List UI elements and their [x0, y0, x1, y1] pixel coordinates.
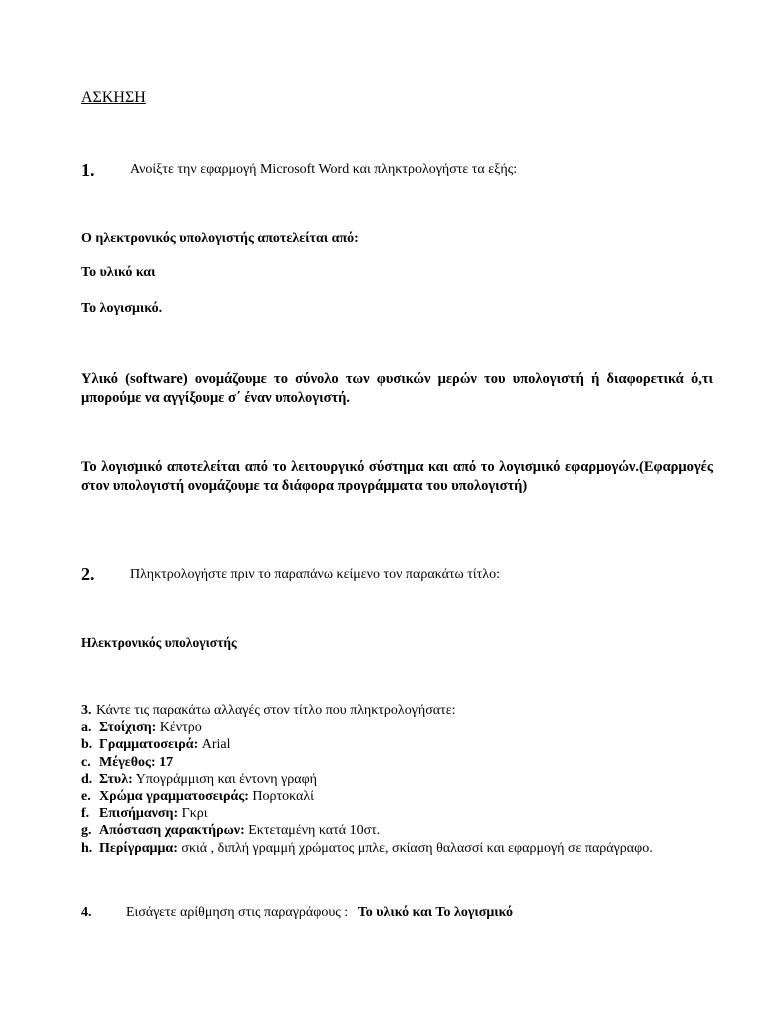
- list-label: Μέγεθος:: [99, 754, 156, 770]
- q3-instruction: Κάντε τις παρακάτω αλλαγές στον τίτλο που πληκτρολογήσατε:: [96, 703, 456, 718]
- list-label: Στυλ:: [99, 771, 133, 787]
- list-letter: e.: [81, 789, 91, 805]
- q1-number: 1.: [81, 160, 95, 180]
- list-item: [81, 788, 653, 805]
- page-title: ΑΣΚΗΣΗ: [81, 89, 146, 106]
- q3-block: [81, 702, 653, 857]
- list-letter: g.: [81, 823, 92, 839]
- example-heading: Ηλεκτρονικός υπολογιστής: [81, 635, 237, 650]
- q3-header: [81, 702, 653, 719]
- list-value: Πορτοκαλί: [248, 789, 314, 805]
- list-item: [81, 771, 653, 788]
- list-item: [81, 736, 653, 753]
- list-label: Στοίχιση:: [99, 720, 157, 736]
- list-value: Εκτεταμένη κατά 10στ.: [244, 823, 381, 839]
- list-value: Arial: [198, 737, 231, 753]
- list-letter: d.: [81, 771, 93, 787]
- q4-line: [126, 905, 513, 921]
- q3-number: 3.: [81, 703, 92, 718]
- content-paragraph-2: Το λογισμικό αποτελείται από το λειτουργικό σύστημα και από το λογισμικό εφαρμογών.(Εφαρμογές στον υπολογιστή ονομάζουμε τα διάφορα προγράμματα του υπολογιστή): [81, 459, 713, 494]
- list-item: [81, 719, 653, 736]
- list-letter: b.: [81, 737, 93, 753]
- list-label: Χρώμα γραμματοσειράς:: [99, 789, 249, 805]
- content-line-1: Ο ηλεκτρονικός υπολογιστής αποτελείται από:: [81, 231, 359, 246]
- content-line-2: Το υλικό και: [81, 265, 156, 280]
- list-item: [81, 754, 653, 771]
- list-label: Επισήμανση:: [99, 806, 179, 822]
- q4-emphasis: Το υλικό και Το λογισμικό: [357, 905, 513, 920]
- content-paragraph-1: Υλικό (software) ονομάζουμε το σύνολο των φυσικών μερών του υπολογιστή ή διαφορετικά ό,τι μπορούμε να αγγίξουμε σ΄ έναν υπολογιστή.: [81, 371, 713, 406]
- list-value: σκιά , διπλή γραμμή χρώματος μπλε, σκίαση θαλασσί και εφαρμογή σε παράγραφο.: [177, 840, 653, 856]
- list-letter: c.: [81, 754, 91, 770]
- list-item: [81, 840, 653, 857]
- q1-instruction: Ανοίξτε την εφαρμογή Microsoft Word και πληκτρολογήστε τα εξής:: [130, 162, 518, 177]
- list-item: [81, 822, 653, 839]
- content-line-3: Το λογισμικό.: [81, 301, 163, 316]
- q4-instruction: Εισάγετε αρίθμηση στις παραγράφους :: [126, 905, 349, 920]
- q2-number: 2.: [81, 564, 95, 584]
- q4-number: 4.: [81, 905, 92, 920]
- list-label: Περίγραμμα:: [99, 840, 178, 856]
- list-value: Κέντρο: [156, 720, 202, 736]
- list-letter: h.: [81, 840, 93, 856]
- list-letter: a.: [81, 720, 92, 736]
- list-label: Απόσταση χαρακτήρων:: [99, 823, 245, 839]
- list-item: [81, 805, 653, 822]
- q2-instruction: Πληκτρολογήστε πριν το παραπάνω κείμενο τον παρακάτω τίτλο:: [130, 567, 500, 582]
- list-label: Γραμματοσειρά:: [99, 737, 199, 753]
- list-letter: f.: [81, 806, 90, 822]
- list-value: Υπογράμμιση και έντονη γραφή: [132, 771, 317, 787]
- list-value: 17: [155, 754, 174, 770]
- list-value: Γκρι: [178, 806, 208, 822]
